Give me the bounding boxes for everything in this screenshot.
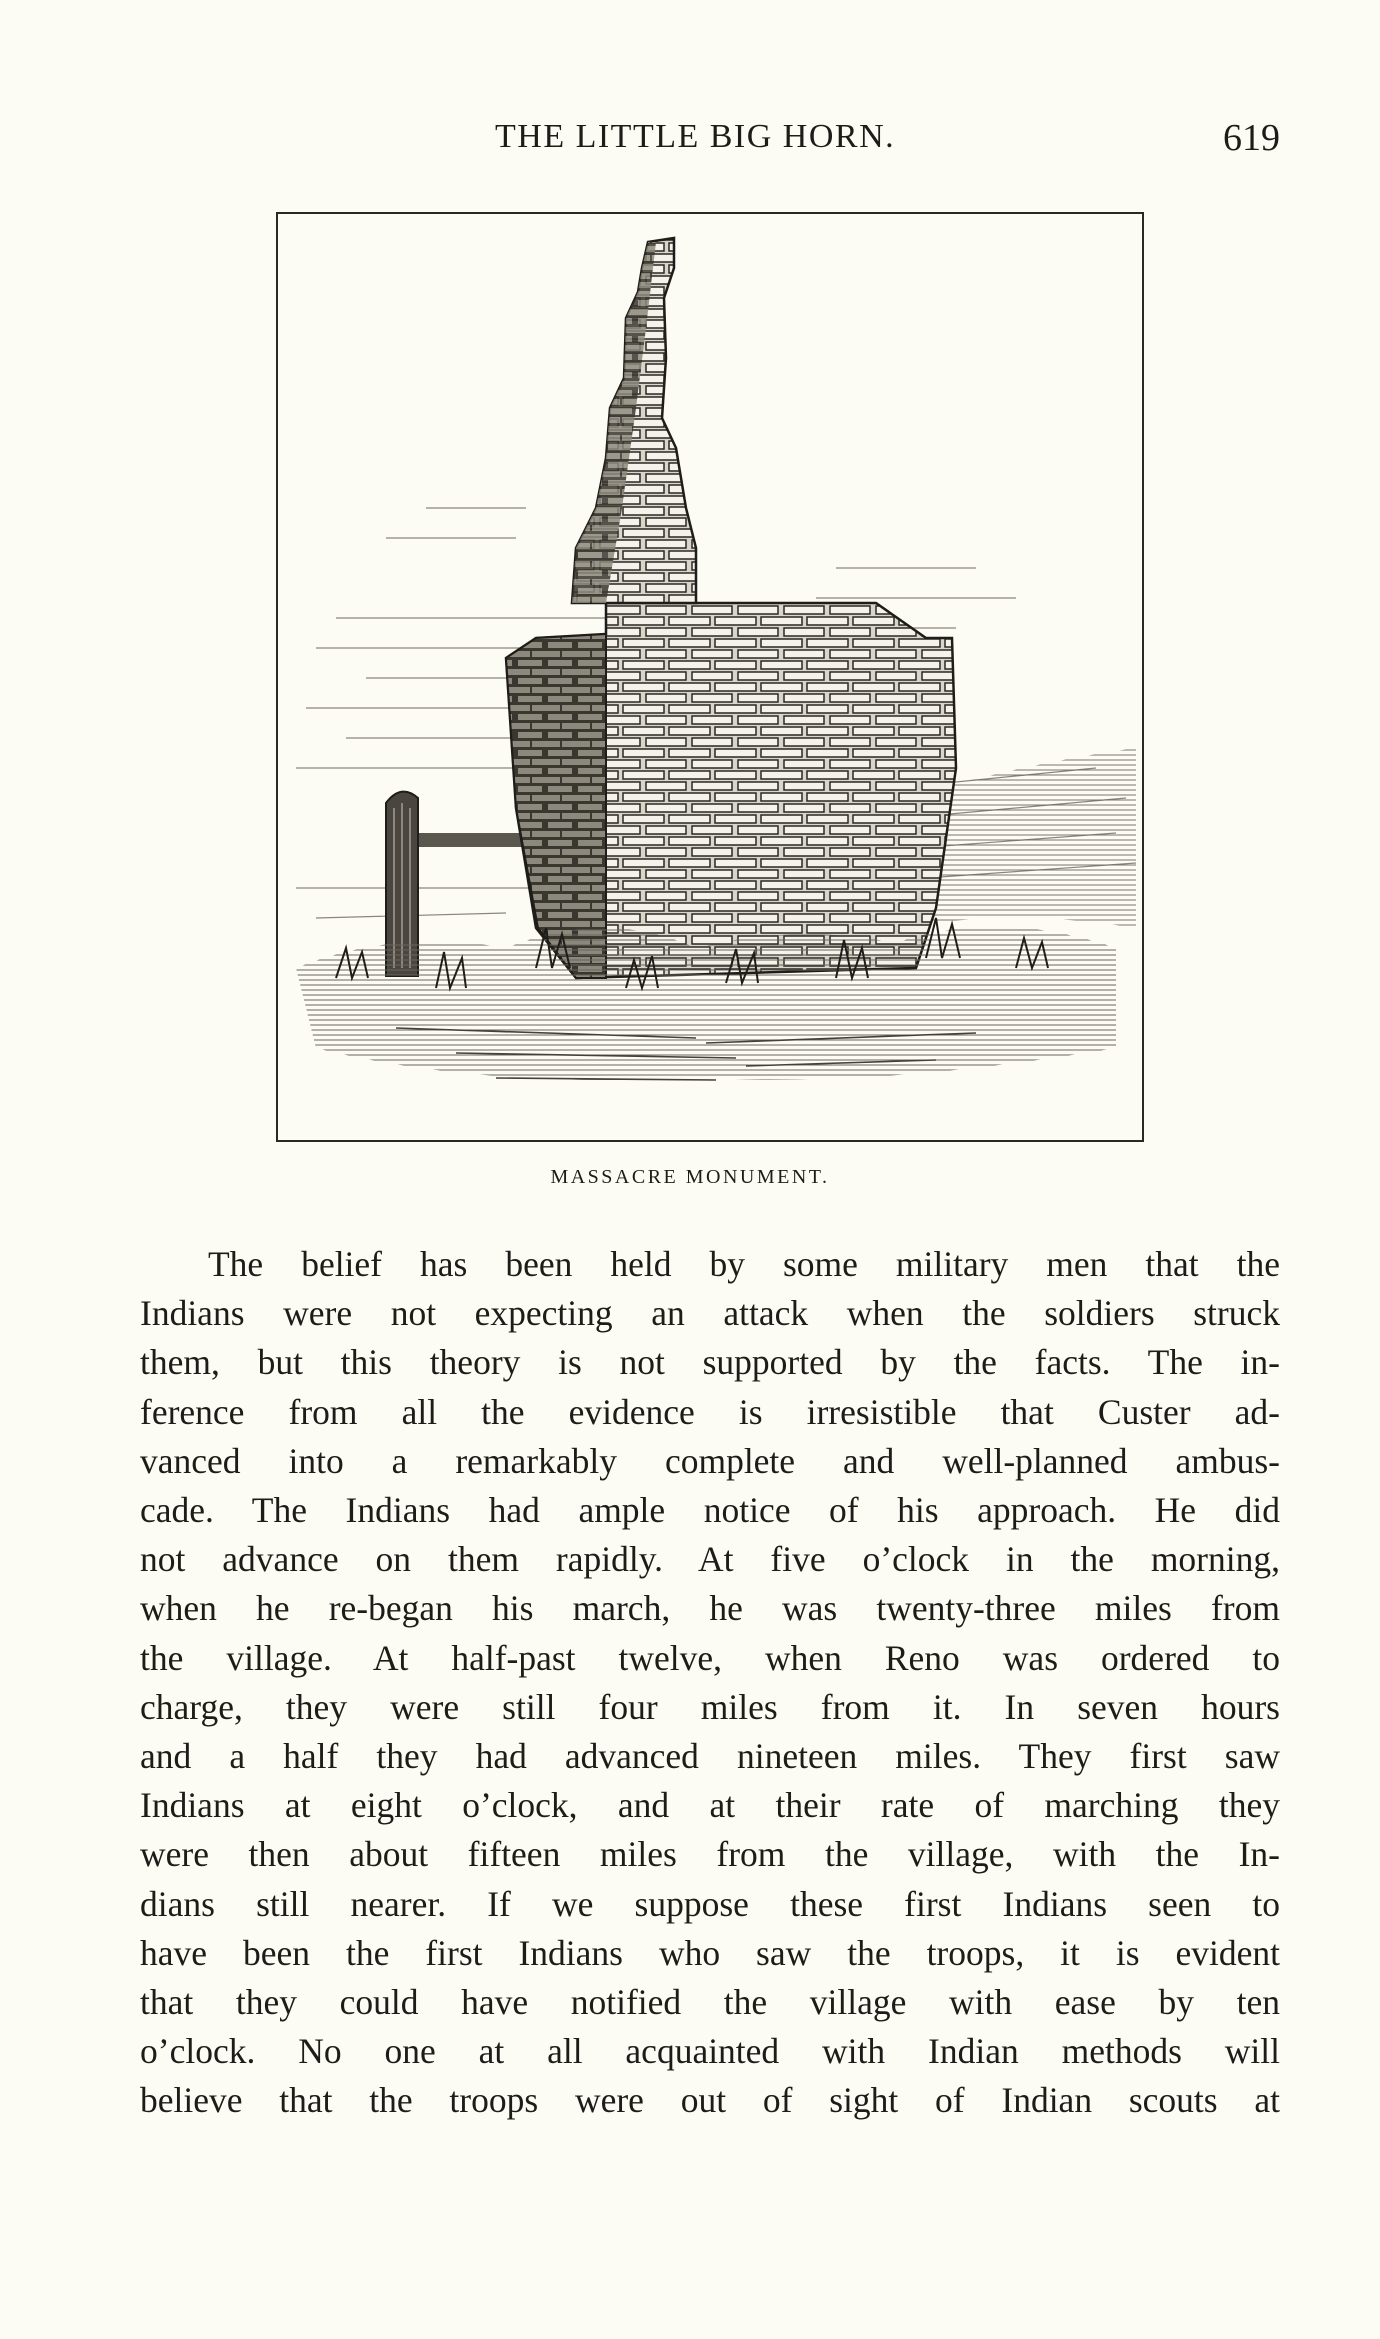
text-line: not advance on them rapidly. At five o’clock in the morning, [140,1539,1280,1580]
body-paragraph [140,1240,1280,2126]
text-line: the village. At half-past twelve, when Reno was ordered to [140,1637,1280,1678]
text-line: vanced into a remarkably complete and well-planned ambus- [140,1440,1280,1481]
text-line: when he re-began his march, he was twenty-three miles from [140,1588,1280,1629]
text-line: them, but this theory is not supported by the facts. The in- [140,1342,1280,1383]
running-title: THE LITTLE BIG HORN. [495,118,896,155]
text-line: dians still nearer. If we suppose these first Indians seen to [140,1883,1280,1924]
text-line: ference from all the evidence is irresistible that Custer ad- [140,1391,1280,1432]
text-line: Indians were not expecting an attack when the soldiers struck [140,1293,1280,1334]
text-line: that they could have notified the village with ease by ten [140,1982,1280,2023]
monument-illustration [276,208,1144,1146]
page-number: 619 [1223,117,1280,159]
text-line: cade. The Indians had ample notice of his approach. He did [140,1490,1280,1531]
monument-engraving [276,208,1144,1146]
text-line: charge, they were still four miles from it. In seven hours [140,1686,1280,1727]
figure-caption: MASSACRE MONUMENT. [550,1166,830,1188]
text-line: believe that the troops were out of sight of Indian scouts at [140,2080,1280,2121]
text-line: were then about fifteen miles from the village, with the In- [140,1834,1280,1875]
text-line: Indians at eight o’clock, and at their rate of marching they [140,1785,1280,1826]
running-head [140,118,1280,168]
text-line: and a half they had advanced nineteen miles. They first saw [140,1736,1280,1777]
text-line: The belief has been held by some military men that the [208,1244,1280,1284]
text-line: have been the first Indians who saw the troops, it is evident [140,1932,1280,1973]
text-line: o’clock. No one at all acquainted with Indian methods will [140,2031,1280,2072]
